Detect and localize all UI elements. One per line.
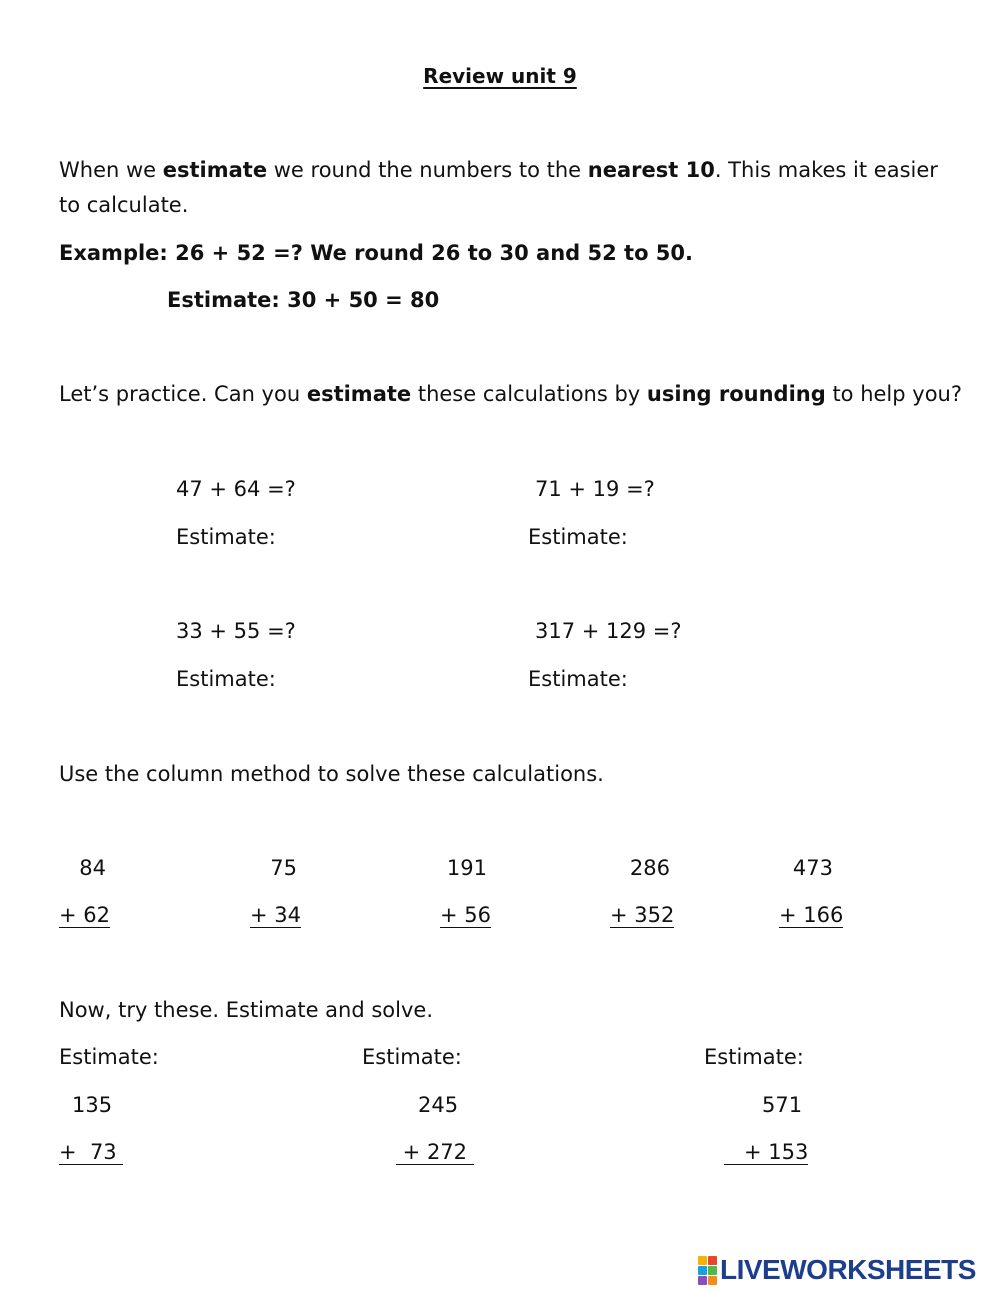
logo-block [708,1276,717,1285]
column-top-number: 191 [446,856,487,880]
column-top-number: 75 [270,856,297,880]
estimate-label: Estimate: [176,667,276,691]
logo-block [708,1266,717,1275]
estimate-label: Estimate: [704,1045,804,1069]
final-bottom-number: + 272 [396,1140,474,1164]
column-top-number: 286 [629,856,670,880]
final-top-number: 571 [762,1093,803,1117]
final-top-number: 245 [418,1093,459,1117]
logo-block [698,1256,707,1265]
estimate-label: Estimate: [528,525,628,549]
estimate-label: Estimate: [528,667,628,691]
liveworksheets-logo [698,1255,976,1285]
column-top-number: 473 [792,856,833,880]
estimate-label: Estimate: [59,1045,159,1069]
problem-question: 33 + 55 =? [176,619,296,643]
column-top-number: 84 [79,856,106,880]
problem-question: 47 + 64 =? [176,477,296,501]
logo-block [708,1256,717,1265]
example-line-2: Estimate: 30 + 50 = 80 [167,288,440,312]
final-bottom-number: + 73 [59,1140,124,1164]
column-instruction: Use the column method to solve these calculations. [59,762,604,786]
estimate-label: Estimate: [176,525,276,549]
logo-block [698,1266,707,1275]
practice-instruction: Let’s practice. Can you estimate these calculations by using rounding to help you? [59,382,962,406]
logo-block [698,1276,707,1285]
problem-question: 317 + 129 =? [535,619,682,643]
final-top-number: 135 [72,1093,113,1117]
column-bottom-number: + 166 [779,903,844,927]
logo-text: LIVEWORKSHEETS [720,1254,976,1285]
page-title: Review unit 9 [423,64,577,88]
column-bottom-number: + 62 [59,903,110,927]
intro-paragraph: When we estimate we round the numbers to the nearest 10. This makes it easier to calculate. [59,158,938,217]
final-instruction: Now, try these. Estimate and solve. [59,998,433,1022]
column-bottom-number: + 34 [250,903,301,927]
final-bottom-number: + 153 [724,1140,809,1164]
logo-blocks-icon [698,1256,717,1285]
column-bottom-number: + 56 [440,903,491,927]
estimate-label: Estimate: [362,1045,462,1069]
example-line-1: Example: 26 + 52 =? We round 26 to 30 and 52 to 50. [59,241,694,265]
column-bottom-number: + 352 [610,903,675,927]
problem-question: 71 + 19 =? [535,477,655,501]
